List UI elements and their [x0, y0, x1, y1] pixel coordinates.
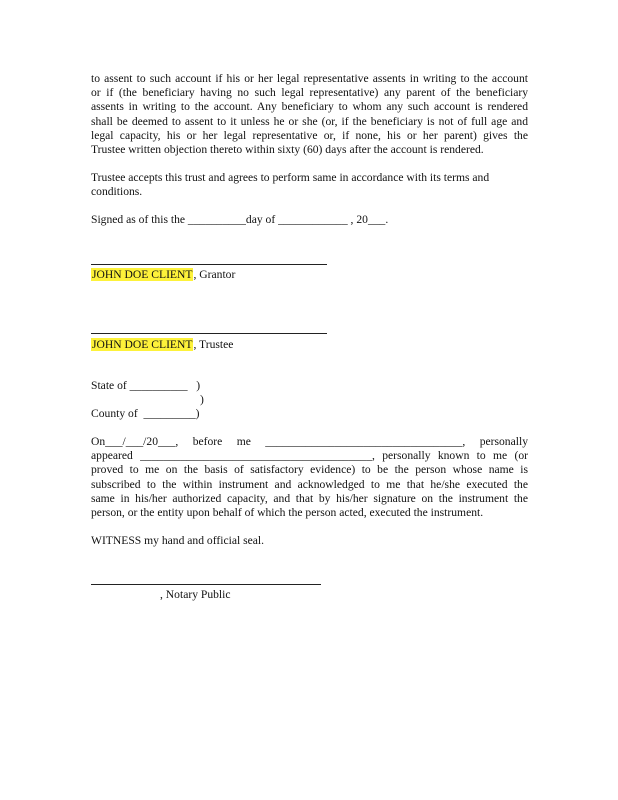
grantor-signature-line — [91, 264, 327, 265]
assent-paragraph — [91, 72, 528, 157]
assent-line: or if (the beneficiary having no such legal representative) any parent of the beneficiary — [91, 86, 528, 100]
acceptance-line: conditions. — [91, 185, 143, 199]
venue-state: State of __________ ) — [91, 379, 201, 392]
venue-county: County of _________) — [91, 407, 200, 420]
acceptance-paragraph — [91, 171, 528, 199]
assent-line: Trustee written objection thereto within sixty (60) days after the account is rendered. — [91, 143, 484, 157]
trustee-caption — [91, 338, 528, 352]
grantor-role: , Grantor — [193, 268, 236, 281]
acceptance-line: Trustee accepts this trust and agrees to perform same in accordance with its terms and — [91, 171, 490, 184]
signed-date-line: Signed as of this the __________day of ____________ , 20___. — [91, 213, 389, 226]
assent-line: legal capacity, his or her legal representative or, if none, his or her parent) gives the — [91, 128, 528, 142]
trustee-role: , Trustee — [193, 338, 234, 351]
ack-line: same in his/her authorized capacity, and that by his/her signature on the instrument the — [91, 491, 528, 505]
assent-line: assents in writing to the account. Any beneficiary to whom any such account is rendered — [91, 100, 528, 114]
ack-line: person, or the entity upon behalf of which the person acted, executed the instrument. — [91, 506, 484, 520]
notary-label: , Notary Public — [160, 588, 231, 601]
ack-line: proved to me on the basis of satisfactory evidence) to be the person whose name is — [91, 463, 528, 477]
witness-line: WITNESS my hand and official seal. — [91, 534, 265, 547]
notary-signature-line — [91, 584, 321, 585]
ack-line: appeared ________________________________________, personally known to me (or — [91, 449, 528, 463]
assent-line: shall be deemed to assent to it unless he or she (or, if the beneficiary is not of full age and — [91, 114, 528, 128]
grantor-caption — [91, 268, 528, 282]
ack-line: subscribed to the within instrument and acknowledged to me that he/she executed the — [91, 477, 528, 491]
trustee-name: JOHN DOE CLIENT — [92, 338, 193, 351]
acknowledgment-paragraph — [91, 435, 528, 520]
venue-paren: ) — [200, 393, 204, 406]
ack-line: On___/___/20___, before me __________________________________, personally — [91, 435, 528, 448]
trustee-signature-line — [91, 333, 327, 334]
assent-line: to assent to such account if his or her legal representative assents in writing to the account — [91, 72, 528, 85]
grantor-name: JOHN DOE CLIENT — [92, 268, 193, 281]
